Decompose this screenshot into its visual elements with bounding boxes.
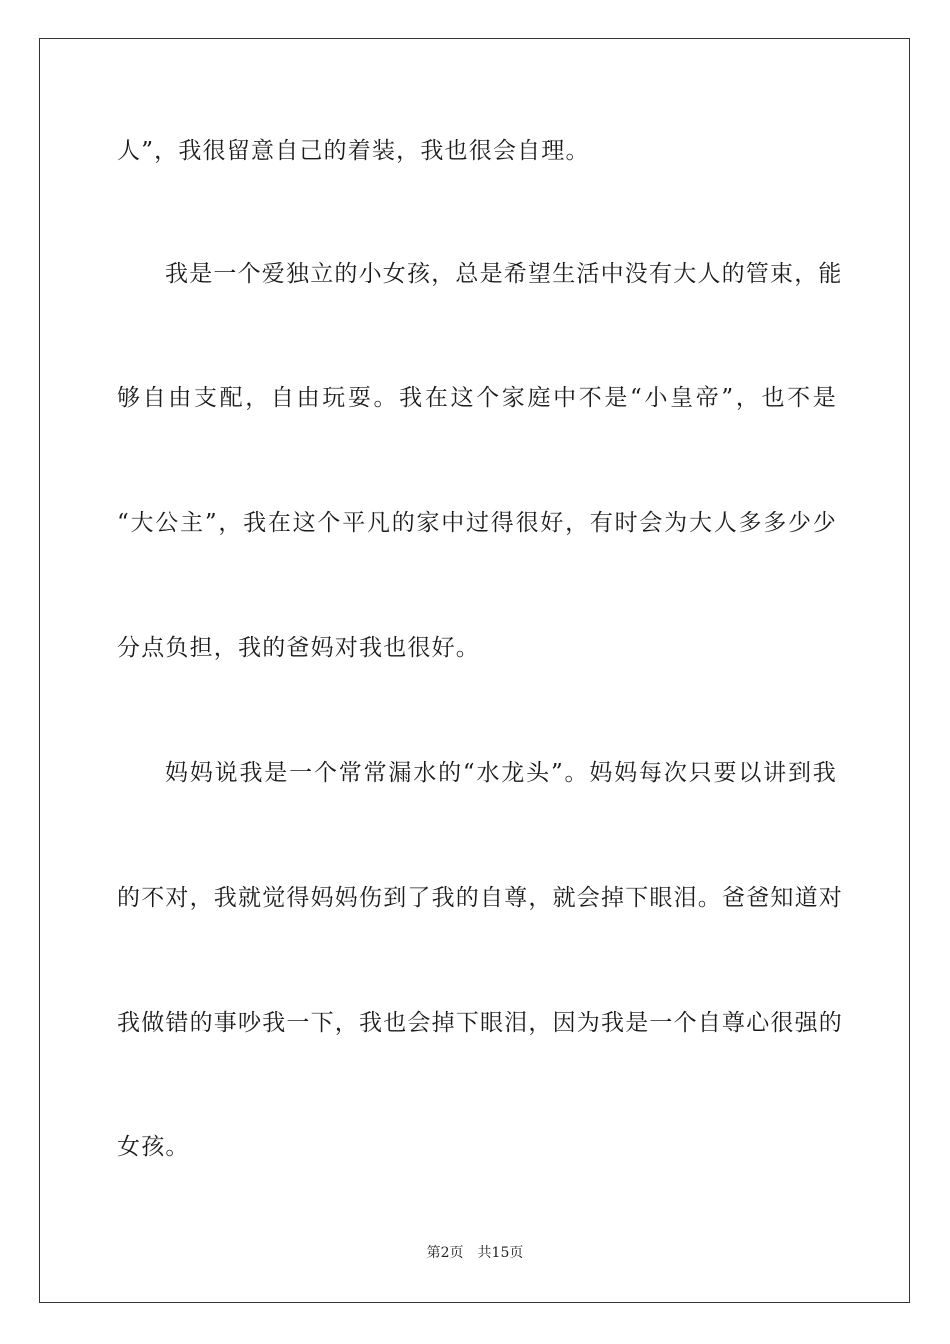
text-line-9: 女孩。 bbox=[117, 1134, 190, 1160]
page-number: 第2页 bbox=[426, 1245, 464, 1261]
page-total: 共15页 bbox=[477, 1245, 524, 1261]
text-line-8: 我做错的事吵我一下，我也会掉下眼泪，因为我是一个自尊心很强的 bbox=[117, 1010, 843, 1036]
text-line-1: 人”，我很留意自己的着装，我也很会自理。 bbox=[117, 138, 590, 164]
page-frame bbox=[39, 38, 910, 1303]
text-line-4: “大公主”，我在这个平凡的家中过得很好，有时会为大人多多少少 bbox=[117, 510, 837, 536]
text-line-7: 的不对，我就觉得妈妈伤到了我的自尊，就会掉下眼泪。爸爸知道对 bbox=[117, 885, 843, 911]
text-line-3: 够自由支配，自由玩耍。我在这个家庭中不是“小皇帝”，也不是 bbox=[117, 385, 837, 411]
text-line-5: 分点负担，我的爸妈对我也很好。 bbox=[117, 635, 480, 661]
text-line-6: 妈妈说我是一个常常漏水的“水龙头”。妈妈每次只要以讲到我 bbox=[165, 760, 837, 786]
text-line-2: 我是一个爱独立的小女孩，总是希望生活中没有大人的管束，能 bbox=[165, 261, 843, 287]
page-footer bbox=[0, 1243, 950, 1263]
